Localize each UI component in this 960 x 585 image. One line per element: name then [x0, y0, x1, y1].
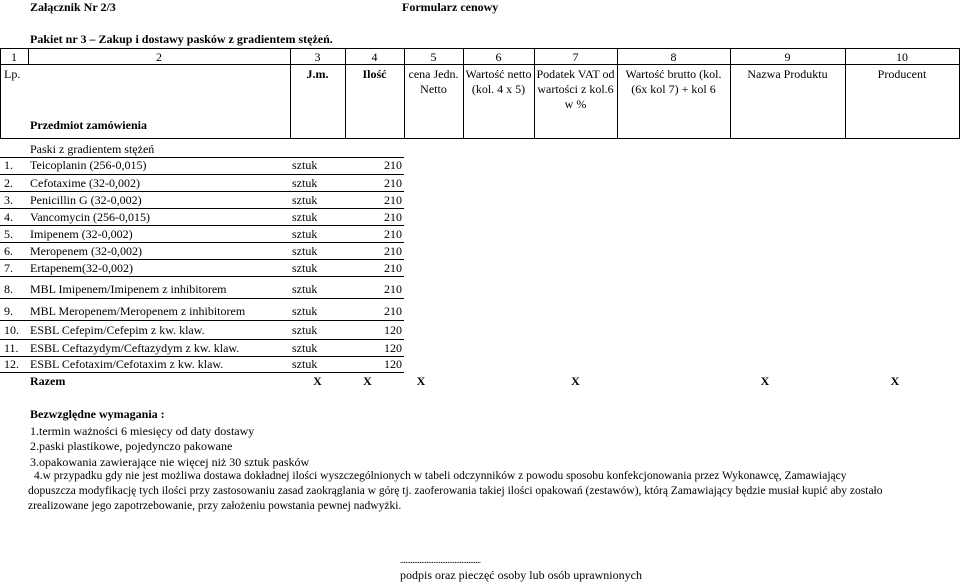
row-qty: 120 [384, 357, 402, 371]
col-num-1: 1 [11, 50, 17, 64]
row-number: 9. [4, 304, 13, 318]
requirement-item-cont: zrealizowane jego zapotrzebowanie, przy założeniu powstania pewnej nadwyżki. [28, 500, 402, 512]
requirement-item: 3.opakowania zawierające nie więcej niż 30 sztuk pasków [30, 455, 310, 469]
signature-dots: .............................................. [400, 555, 481, 565]
row-name: MBL Imipenem/Imipenem z inhibitorem [30, 282, 227, 296]
row-unit: sztuk [292, 323, 318, 337]
total-label: Razem [30, 374, 66, 388]
row-qty: 210 [384, 210, 402, 224]
requirement-item: 2.paski plastikowe, pojedynczo pakowane [30, 439, 233, 453]
col-num-2: 2 [156, 50, 162, 64]
row-name: Cefotaxime (32-0,002) [30, 176, 140, 190]
row-name: Vancomycin (256-0,015) [30, 210, 150, 224]
header-lp: Lp. [4, 67, 21, 81]
row-number: 10. [4, 323, 19, 337]
row-number: 3. [4, 193, 13, 207]
row-unit: sztuk [292, 158, 318, 172]
col-num-8: 8 [670, 50, 677, 64]
row-unit: sztuk [292, 176, 318, 190]
row-number: 6. [4, 244, 13, 258]
row-qty: 120 [384, 341, 402, 355]
attachment-label: Załącznik Nr 2/3 [30, 0, 116, 14]
row-number: 11. [4, 341, 19, 355]
row-qty: 210 [384, 158, 402, 172]
row-qty: 120 [384, 323, 402, 337]
requirement-item-cont: dopuszcza modyfikację tych ilości przy zastosowaniu zasad zaokrąglania w górę tj. zaoferowania takiej ilości opakowań (zestawów), którą Zamawiający będzie musiał kupić aby zostało [28, 485, 883, 497]
row-number: 12. [4, 357, 19, 371]
form-title: Formularz cenowy [402, 0, 499, 14]
row-unit: sztuk [292, 341, 318, 355]
total-x-producer: X [890, 374, 900, 388]
header-producer: Producent [877, 67, 927, 81]
col-num-3: 3 [314, 50, 321, 64]
col-num-6: 6 [495, 50, 502, 64]
row-qty: 210 [384, 193, 402, 207]
row-number: 2. [4, 176, 13, 190]
col-num-5: 5 [430, 50, 437, 64]
row-unit: sztuk [292, 357, 318, 371]
total-x-product: X [760, 374, 770, 388]
row-name: Penicillin G (32-0,002) [30, 193, 142, 207]
row-name: ESBL Ceftazydym/Ceftazydym z kw. klaw. [30, 341, 240, 355]
header-gross: Wartość brutto (kol. (6x kol 7) + kol 6 [625, 67, 722, 96]
row-name: MBL Meropenem/Meropenem z inhibitorem [30, 304, 246, 318]
row-qty: 210 [384, 244, 402, 258]
row-qty: 210 [384, 304, 402, 318]
section-label: Paski z gradientem stężeń [30, 142, 155, 156]
row-unit: sztuk [292, 244, 318, 258]
row-unit: sztuk [292, 282, 318, 296]
row-number: 1. [4, 158, 13, 172]
row-name: Ertapenem(32-0,002) [30, 261, 133, 275]
signature-label: podpis oraz pieczęć osoby lub osób uprawnionych [400, 568, 642, 582]
total-x-unit: X [313, 374, 322, 388]
header-unit-price: cena Jedn. Netto [408, 67, 459, 96]
header-net-value: Wartość netto (kol. 4 x 5) [465, 67, 532, 96]
row-qty: 210 [384, 261, 402, 275]
header-subject: Przedmiot zamówienia [30, 118, 147, 132]
package-title: Pakiet nr 3 – Zakup i dostawy pasków z gradientem stężeń. [30, 32, 333, 46]
row-name: ESBL Cefepim/Cefepim z kw. klaw. [30, 323, 205, 337]
header-product: Nazwa Produktu [747, 67, 828, 81]
requirement-item: 1.termin ważności 6 miesięcy od daty dostawy [30, 424, 255, 438]
row-unit: sztuk [292, 304, 318, 318]
row-qty: 210 [384, 282, 402, 296]
row-name: ESBL Cefotaxim/Cefotaxim z kw. klaw. [30, 357, 224, 371]
total-x-qty: X [363, 374, 372, 388]
col-num-9: 9 [784, 50, 791, 64]
requirement-item: 4.w przypadku gdy nie jest możliwa dostawa dokładnej ilości wyszczególnionych w tabeli odczynników z powodu sposobu konfekcjonowania przez Wykonawcę, Zamawiający [34, 470, 847, 482]
header-qty: Ilość [362, 67, 387, 81]
col-num-7: 7 [572, 50, 579, 64]
row-unit: sztuk [292, 227, 318, 241]
total-x-unit-price: X [416, 374, 426, 388]
row-name: Teicoplanin (256-0,015) [30, 158, 147, 172]
row-qty: 210 [384, 176, 402, 190]
row-unit: sztuk [292, 210, 318, 224]
row-unit: sztuk [292, 193, 318, 207]
row-number: 5. [4, 227, 13, 241]
col-num-10: 10 [896, 50, 908, 64]
header-unit: J.m. [306, 67, 329, 81]
row-qty: 210 [384, 227, 402, 241]
row-number: 8. [4, 282, 13, 296]
col-num-4: 4 [371, 50, 378, 64]
row-name: Meropenem (32-0,002) [30, 244, 142, 258]
header-vat: Podatek VAT od wartości z kol.6 w % [536, 67, 615, 111]
total-x-vat: X [571, 374, 580, 388]
row-name: Imipenem (32-0,002) [30, 227, 133, 241]
row-unit: sztuk [292, 261, 318, 275]
row-number: 4. [4, 210, 13, 224]
row-number: 7. [4, 261, 13, 275]
requirements-title: Bezwzględne wymagania : [30, 407, 165, 421]
